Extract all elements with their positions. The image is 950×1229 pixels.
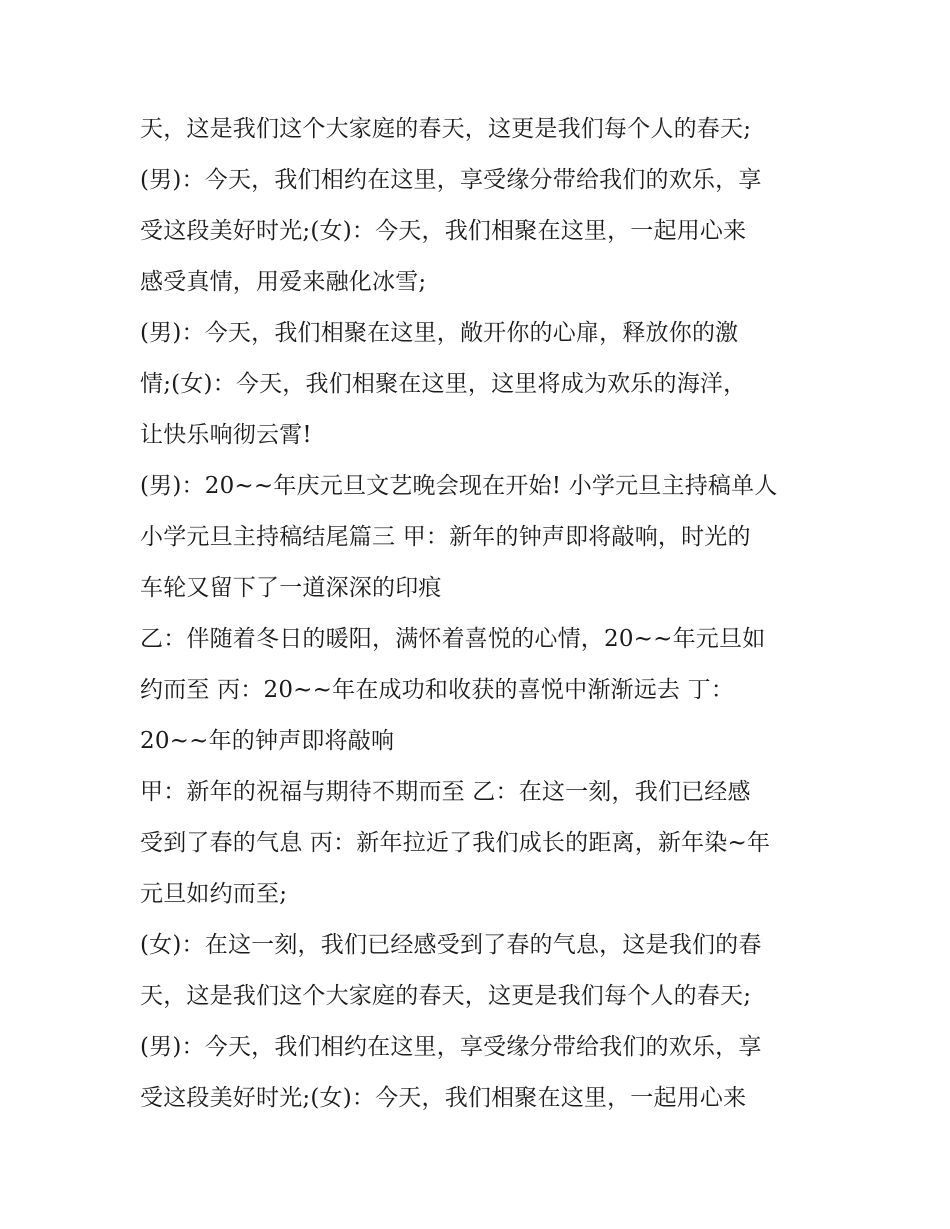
text-line: 天，这是我们这个大家庭的春天，这更是我们每个人的春天; — [140, 983, 752, 1009]
text-line: 约而至 丙：20~~年在成功和收获的喜悦中渐渐远去 丁： — [140, 677, 735, 703]
document-body — [140, 104, 830, 1124]
text-line: 情;(女)：今天，我们相聚在这里，这里将成为欢乐的海洋， — [140, 371, 747, 397]
text-line: 20~~年的钟声即将敲响 — [140, 728, 395, 754]
text-line: 天，这是我们这个大家庭的春天，这更是我们每个人的春天; — [140, 116, 752, 142]
text-line: 甲：新年的祝福与期待不期而至 乙：在这一刻，我们已经感 — [140, 779, 751, 805]
text-line: 小学元旦主持稿结尾篇三 甲：新年的钟声即将敲响，时光的 — [140, 524, 751, 550]
text-line: 车轮又留下了一道深深的印痕 — [140, 575, 442, 601]
text-line: 受这段美好时光;(女)：今天，我们相聚在这里，一起用心来 — [140, 218, 747, 244]
text-line: 元旦如约而至; — [140, 881, 288, 907]
text-line: (男)：20~~年庆元旦文艺晚会现在开始! 小学元旦主持稿单人 — [140, 473, 778, 499]
text-line: (男)：今天，我们相聚在这里，敞开你的心扉，释放你的激 — [140, 320, 739, 346]
text-line: (男)：今天，我们相约在这里，享受缘分带给我们的欢乐，享 — [140, 1034, 762, 1060]
text-line: (男)：今天，我们相约在这里，享受缘分带给我们的欢乐，享 — [140, 167, 762, 193]
text-line: 受这段美好时光;(女)：今天，我们相聚在这里，一起用心来 — [140, 1085, 747, 1111]
text-line: 感受真情，用爱来融化冰雪; — [140, 269, 427, 295]
text-line: 受到了春的气息 丙：新年拉近了我们成长的距离，新年染~年 — [140, 830, 771, 856]
text-line: (女)：在这一刻，我们已经感受到了春的气息，这是我们的春 — [140, 932, 762, 958]
text-line: 让快乐响彻云霄! — [140, 422, 312, 448]
text-line: 乙：伴随着冬日的暖阳，满怀着喜悦的心情，20~~年元旦如 — [140, 626, 766, 652]
